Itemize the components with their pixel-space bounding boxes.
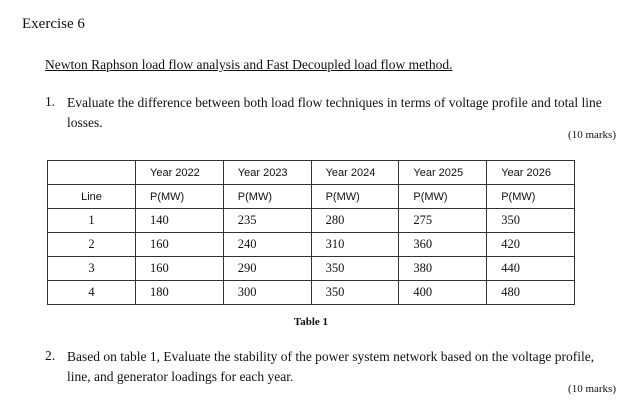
power-cell: 300 <box>223 281 311 305</box>
power-cell: 380 <box>399 257 487 281</box>
unit-header: P(MW) <box>487 185 575 209</box>
question-2-text: Based on table 1, Evaluate the stability of the power system network based on the voltage profile, line, and generator loadings for each year. <box>67 349 595 384</box>
line-number-cell: 1 <box>48 209 136 233</box>
line-number-cell: 4 <box>48 281 136 305</box>
table-row <box>48 281 575 305</box>
unit-header: P(MW) <box>399 185 487 209</box>
table-corner-cell <box>48 161 136 185</box>
unit-header: P(MW) <box>311 185 399 209</box>
power-cell: 310 <box>311 233 399 257</box>
power-cell: 180 <box>136 281 224 305</box>
unit-header: P(MW) <box>136 185 224 209</box>
year-header: Year 2023 <box>223 161 311 185</box>
power-cell: 440 <box>487 257 575 281</box>
line-number-cell: 2 <box>48 233 136 257</box>
power-cell: 480 <box>487 281 575 305</box>
year-header: Year 2025 <box>399 161 487 185</box>
power-cell: 290 <box>223 257 311 281</box>
power-cell: 160 <box>136 257 224 281</box>
power-cell: 400 <box>399 281 487 305</box>
power-cell: 420 <box>487 233 575 257</box>
power-cell: 140 <box>136 209 224 233</box>
power-cell: 360 <box>399 233 487 257</box>
line-header: Line <box>48 185 136 209</box>
question-1-text: Evaluate the difference between both load flow techniques in terms of voltage profile and total line losses. <box>67 95 602 130</box>
power-cell: 350 <box>487 209 575 233</box>
question-2-number: 2. <box>45 348 56 363</box>
table-caption: Table 1 <box>293 316 329 328</box>
power-cell: 350 <box>311 257 399 281</box>
unit-header: P(MW) <box>223 185 311 209</box>
power-cell: 160 <box>136 233 224 257</box>
year-header: Year 2026 <box>487 161 575 185</box>
exercise-title: Exercise 6 <box>22 16 85 32</box>
power-cell: 275 <box>399 209 487 233</box>
question-1-number: 1. <box>45 94 56 109</box>
question-2-marks: (10 marks) <box>568 383 616 395</box>
table-row <box>48 257 575 281</box>
table-row <box>48 233 575 257</box>
power-cell: 235 <box>223 209 311 233</box>
question-1-marks: (10 marks) <box>568 129 616 141</box>
exercise-subtitle: Newton Raphson load flow analysis and Fast Decoupled load flow method. <box>45 57 453 72</box>
year-header: Year 2022 <box>136 161 224 185</box>
power-cell: 280 <box>311 209 399 233</box>
power-cell: 240 <box>223 233 311 257</box>
load-table <box>47 160 575 305</box>
table-row <box>48 209 575 233</box>
line-number-cell: 3 <box>48 257 136 281</box>
table-unit-row <box>48 185 575 209</box>
year-header: Year 2024 <box>311 161 399 185</box>
table-header-row <box>48 161 575 185</box>
power-cell: 350 <box>311 281 399 305</box>
